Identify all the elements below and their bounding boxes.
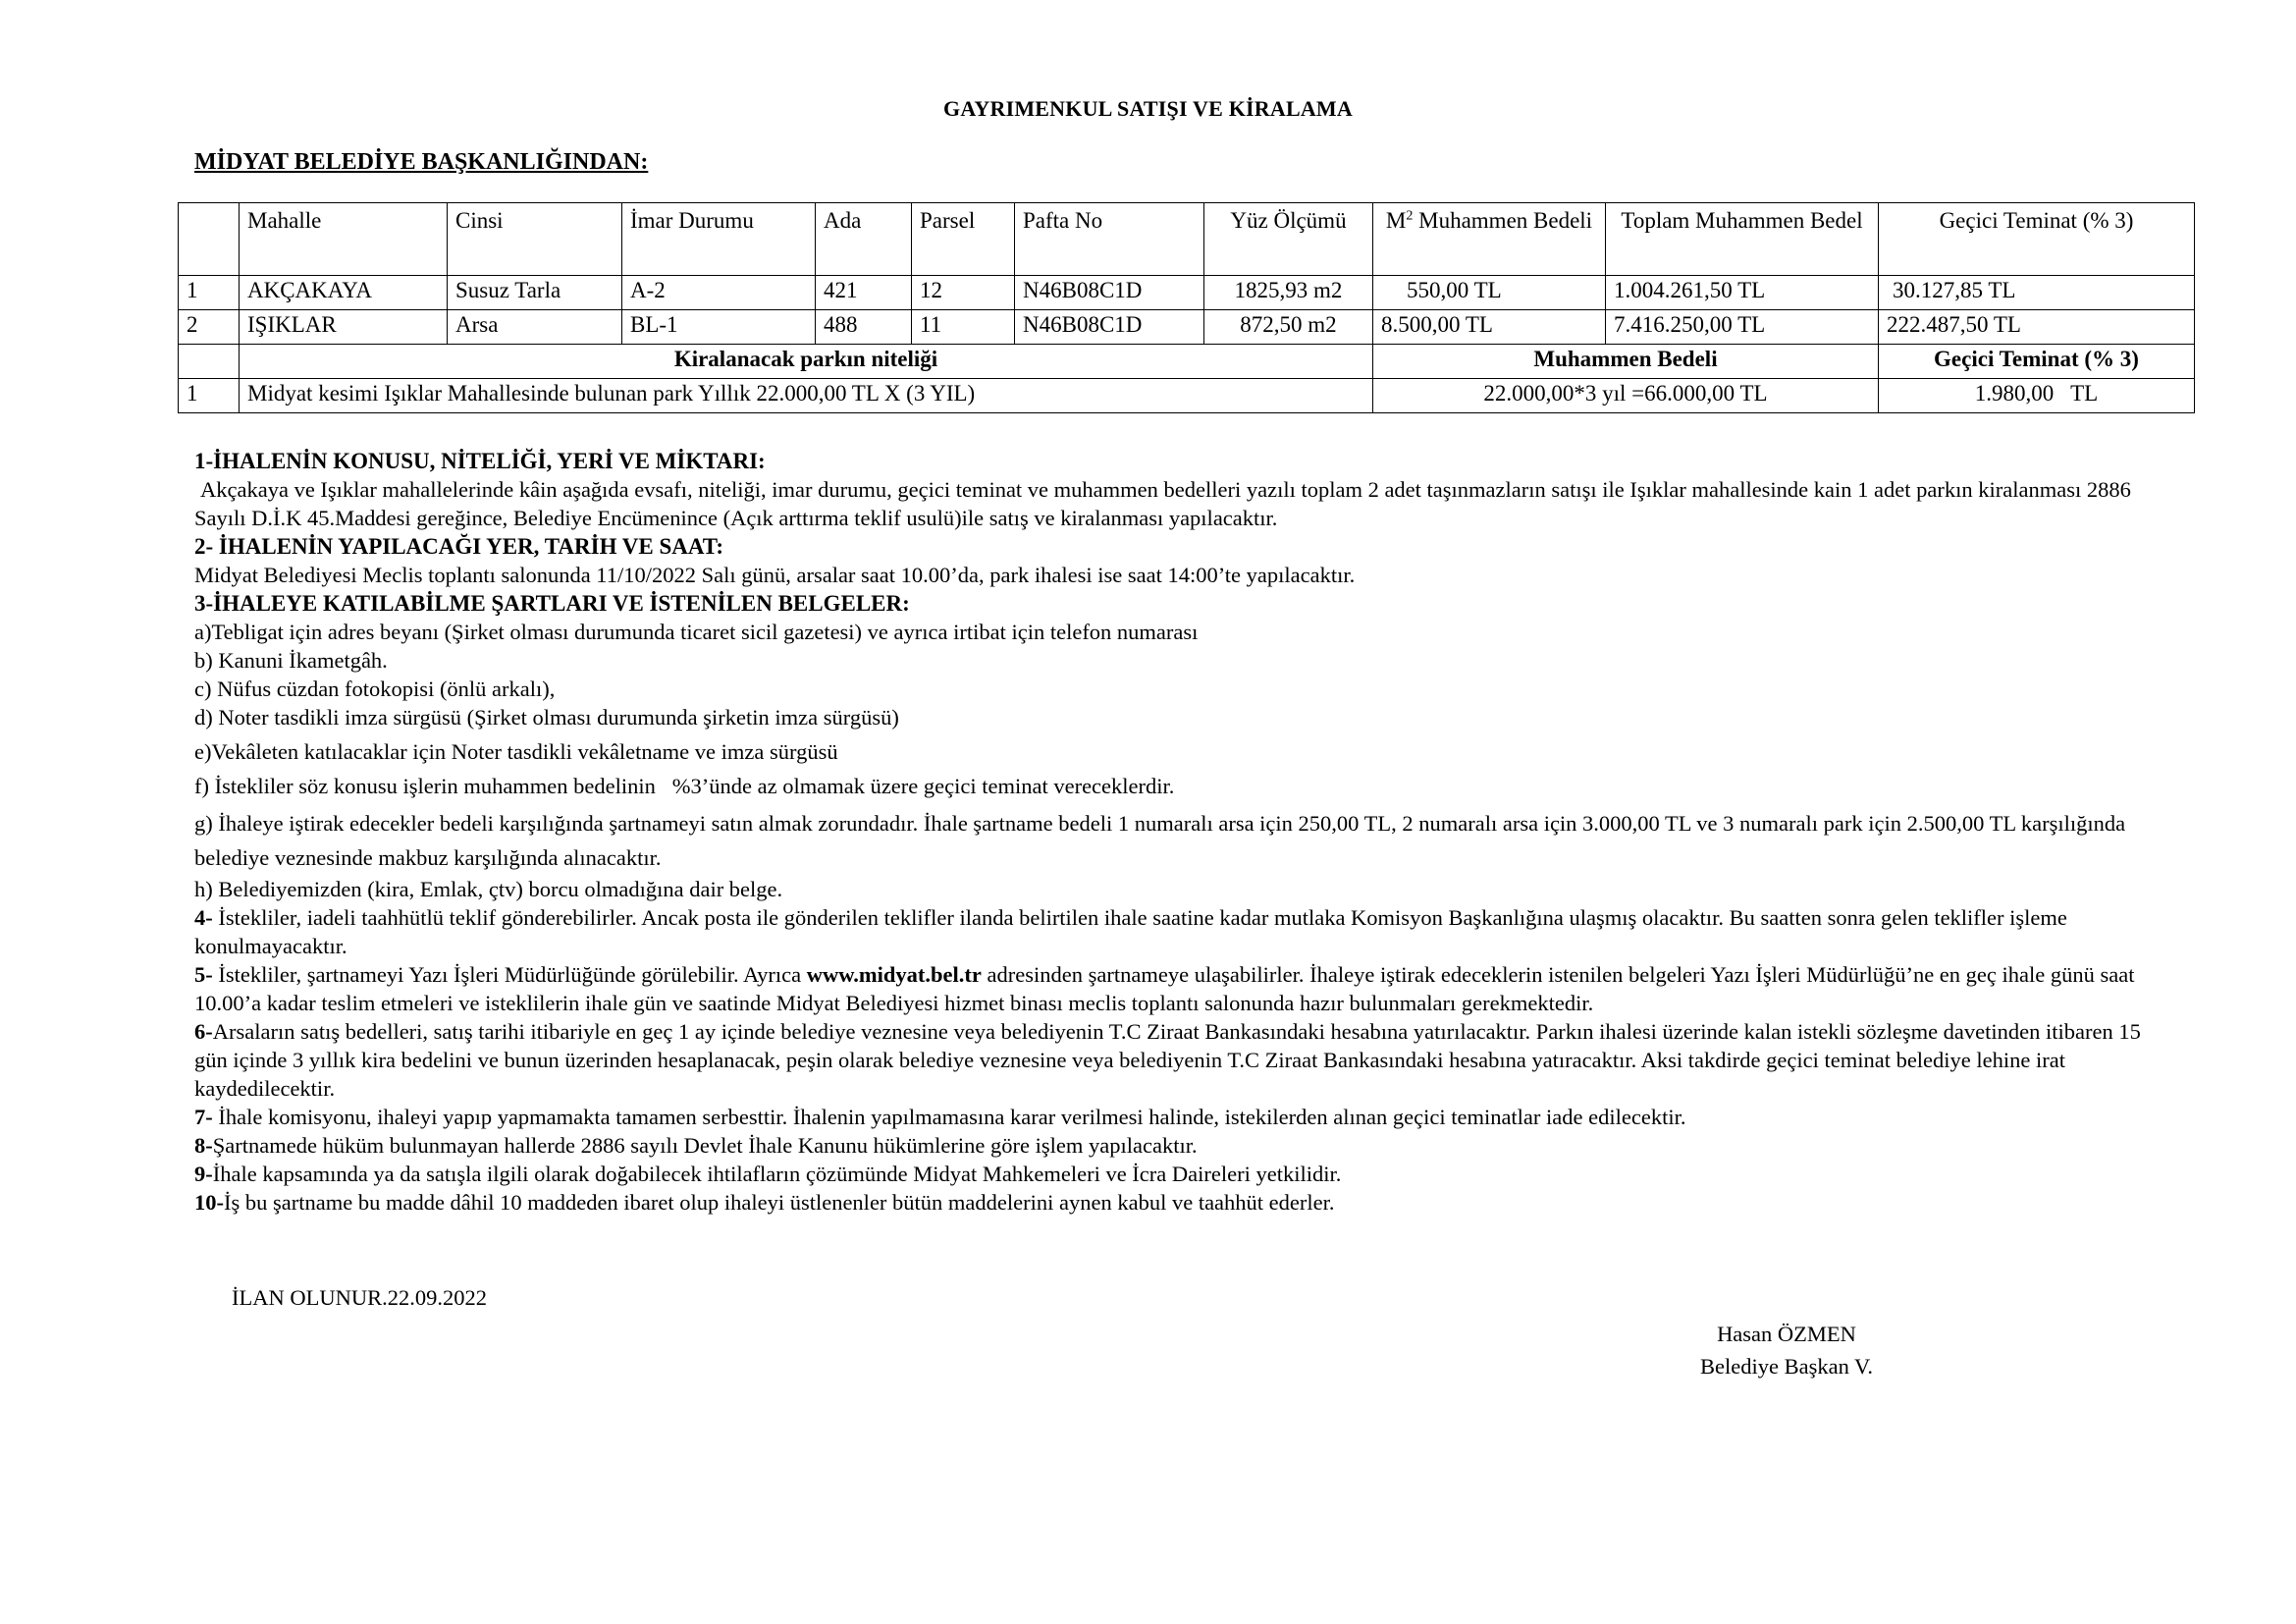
park-header-bedel: Muhammen Bedeli xyxy=(1373,345,1879,379)
section-7 xyxy=(194,1103,2167,1131)
header-mahalle: Mahalle xyxy=(240,203,448,276)
cell-cinsi: Arsa xyxy=(448,310,622,345)
header-ada: Ada xyxy=(816,203,912,276)
cell-yuz-olcumu: 872,50 m2 xyxy=(1204,310,1373,345)
section-2-text: Midyat Belediyesi Meclis toplantı salonunda 11/10/2022 Salı günü, arsalar saat 10.00’da, park ihalesi ise saat 14:00’te yapılacaktır. xyxy=(194,563,1356,587)
park-teminat: 1.980,00 TL xyxy=(1879,379,2195,413)
section-9 xyxy=(194,1160,2167,1188)
section-2-title: 2- İHALENİN YAPILACAĞI YER, TARİH VE SAAT: xyxy=(194,534,724,559)
section-3-item-h: h) Belediyemizden (kira, Emlak, çtv) borcu olmadığına dair belge. xyxy=(194,877,783,901)
section-3-item-e: e)Vekâleten katılacaklar için Noter tasdikli vekâletname ve imza sürgüsü xyxy=(194,739,838,764)
section-3-item-g: g) İhaleye iştirak edecekler bedeli karşılığında şartnameyi satın almak zorundadır. İhale şartname bedeli 1 numaralı arsa için 250,00 TL, 2 numaralı arsa için 3.000,00 TL ve 3 numaralı park için 2.500,00 TL karşılığında belediye veznesinde makbuz karşılığında alınacaktır. xyxy=(194,811,2126,870)
m2-bedel-label: Muhammen Bedeli xyxy=(1418,208,1593,233)
cell-pafta: N46B08C1D xyxy=(1015,310,1204,345)
section-3-item-a: a)Tebligat için adres beyanı (Şirket olması durumunda ticaret sicil gazetesi) ve ayrıca irtibat için telefon numarası xyxy=(194,620,1199,644)
cell-teminat: 30.127,85 TL xyxy=(1879,276,2195,310)
cell-imar: A-2 xyxy=(622,276,816,310)
park-header-teminat: Geçici Teminat (% 3) xyxy=(1879,345,2195,379)
section-7-number: 7- xyxy=(194,1105,213,1129)
signatory-name: Hasan ÖZMEN xyxy=(1717,1322,1856,1346)
park-bedel: 22.000,00*3 yıl =66.000,00 TL xyxy=(1373,379,1879,413)
section-9-text: İhale kapsamında ya da satışla ilgili olarak doğabilecek ihtilafların çözümünde Midyat Mahkemeleri ve İcra Daireleri yetkilidir. xyxy=(212,1162,1342,1186)
cell-mahalle: AKÇAKAYA xyxy=(240,276,448,310)
header-parsel: Parsel xyxy=(912,203,1015,276)
row-number: 1 xyxy=(179,379,240,413)
cell-ada: 488 xyxy=(816,310,912,345)
header-teminat: Geçici Teminat (% 3) xyxy=(1879,203,2195,276)
header-pafta: Pafta No xyxy=(1015,203,1204,276)
cell-toplam-bedel: 1.004.261,50 TL xyxy=(1606,276,1879,310)
section-5-text-b: adresinden şartnameye ulaşabilirler. İhaleye iştirak edeceklerin istenilen belgeleri Yazı İşleri Müdürlüğü’ne en geç ihale günü saat 10.00’a kadar teslim etmeleri ve isteklilerin ihale gün ve saatinde Midyat Belediyesi hizmet binası meclis toplantı salonunda hazır bulunmaları gerekmektedir. xyxy=(194,962,2135,1015)
cell-cinsi: Susuz Tarla xyxy=(448,276,622,310)
section-4-number: 4- xyxy=(194,905,213,930)
m2-superscript: 2 xyxy=(1406,208,1414,224)
section-4 xyxy=(194,903,2167,960)
section-8-number: 8- xyxy=(194,1133,213,1158)
announcement-body xyxy=(194,447,2167,1217)
section-7-text: İhale komisyonu, ihaleyi yapıp yapmamakta tamamen serbesttir. İhalenin yapılmamasına karar verilmesi halinde, istekilerden alınan geçici teminatlar iade edilecektir. xyxy=(212,1105,1686,1129)
section-3-title: 3-İHALEYE KATILABİLME ŞARTLARI VE İSTENİLEN BELGELER: xyxy=(194,591,910,616)
park-niteligi: Midyat kesimi Işıklar Mahallesinde bulunan park Yıllık 22.000,00 TL X (3 YIL) xyxy=(240,379,1373,413)
section-1-text: Akçakaya ve Işıklar mahallelerinde kâin aşağıda evsafı, niteliği, imar durumu, geçici teminat ve muhammen bedelleri yazılı toplam 2 adet taşınmazların satışı ile Işıklar mahallesinde kain 1 adet parkın kiralanması 2886 Sayılı D.İ.K 45.Maddesi gereğince, Belediye Encümenince (Açık arttırma teklif usulü)ile satış ve kiralanması yapılacaktır. xyxy=(194,477,2131,530)
section-8-text: Şartnamede hüküm bulunmayan hallerde 2886 sayılı Devlet İhale Kanunu hükümlerine göre işlem yapılacaktır. xyxy=(212,1133,1198,1158)
section-8 xyxy=(194,1131,2167,1160)
closing-line: İLAN OLUNUR.22.09.2022 xyxy=(232,1285,487,1310)
issuer-heading: MİDYAT BELEDİYE BAŞKANLIĞINDAN: xyxy=(194,149,649,175)
cell-pafta: N46B08C1D xyxy=(1015,276,1204,310)
section-6-number: 6- xyxy=(194,1019,213,1044)
park-header-row xyxy=(179,345,2195,379)
section-3-item-b: b) Kanuni İkametgâh. xyxy=(194,648,388,673)
section-6 xyxy=(194,1017,2167,1103)
table-row xyxy=(179,276,2195,310)
document-title: GAYRIMENKUL SATIŞI VE KİRALAMA xyxy=(943,96,1353,121)
header-m2-bedel xyxy=(1373,203,1606,276)
section-9-number: 9- xyxy=(194,1162,213,1186)
section-6-text: Arsaların satış bedelleri, satış tarihi itibariyle en geç 1 ay içinde belediye veznesine veya belediyenin T.C Ziraat Bankasındaki hesabına yatırılacaktır. Parkın ihalesi üzerinde kalan istekli sözleşme davetinden itibaren 15 gün içinde 3 yıllık kira bedelini ve bunun üzerinden hesaplanacak, peşin olarak belediye veznesine veya belediyenin T.C Ziraat Bankasındaki hesabına yatıracaktır. Aksi takdirde geçici teminat belediye lehine irat kaydedilecektir. xyxy=(194,1019,2141,1101)
section-3-item-f: f) İstekliler söz konusu işlerin muhammen bedelinin %3’ünde az olmamak üzere geçici teminat vereceklerdir. xyxy=(194,774,1175,798)
website-link[interactable]: www.midyat.bel.tr xyxy=(806,962,982,987)
cell-yuz-olcumu: 1825,93 m2 xyxy=(1204,276,1373,310)
section-1-title: 1-İHALENİN KONUSU, NİTELİĞİ, YERİ VE MİKTARI: xyxy=(194,449,766,473)
table-header-row xyxy=(179,203,2195,276)
cell-toplam-bedel: 7.416.250,00 TL xyxy=(1606,310,1879,345)
cell-ada: 421 xyxy=(816,276,912,310)
header-yuz-olcumu: Yüz Ölçümü xyxy=(1204,203,1373,276)
cell-mahalle: IŞIKLAR xyxy=(240,310,448,345)
park-header-niteligi: Kiralanacak parkın niteliği xyxy=(240,345,1373,379)
section-10 xyxy=(194,1188,2167,1217)
section-3-item-d: d) Noter tasdikli imza sürgüsü (Şirket olması durumunda şirketin imza sürgüsü) xyxy=(194,705,899,730)
section-3-item-c: c) Nüfus cüzdan fotokopisi (önlü arkalı), xyxy=(194,677,556,701)
header-cinsi: Cinsi xyxy=(448,203,622,276)
cell-parsel: 11 xyxy=(912,310,1015,345)
section-5-number: 5- xyxy=(194,962,213,987)
cell-imar: BL-1 xyxy=(622,310,816,345)
row-number: 2 xyxy=(179,310,240,345)
row-number: 1 xyxy=(179,276,240,310)
property-table xyxy=(178,202,2195,413)
section-5 xyxy=(194,960,2167,1017)
header-cell xyxy=(179,203,240,276)
cell-parsel: 12 xyxy=(912,276,1015,310)
signature-block xyxy=(1669,1318,1904,1382)
section-5-text-a: İstekliler, şartnameyi Yazı İşleri Müdürlüğünde görülebilir. Ayrıca xyxy=(212,962,807,987)
section-4-text: İstekliler, iadeli taahhütlü teklif gönderebilirler. Ancak posta ile gönderilen teklifler ilanda belirtilen ihale saatine kadar mutlaka Komisyon Başkanlığına ulaşmış olacaktır. Bu saatten sonra gelen teklifler işleme konulmayacaktır. xyxy=(194,905,2067,958)
park-row xyxy=(179,379,2195,413)
signatory-role: Belediye Başkan V. xyxy=(1699,1354,1874,1379)
header-toplam-bedel: Toplam Muhammen Bedel xyxy=(1606,203,1879,276)
section-10-text: İş bu şartname bu madde dâhil 10 maddeden ibaret olup ihaleyi üstlenenler bütün maddelerini aynen kabul ve taahhüt ederler. xyxy=(224,1190,1335,1215)
table-row xyxy=(179,310,2195,345)
park-header-empty xyxy=(179,345,240,379)
header-imar: İmar Durumu xyxy=(622,203,816,276)
cell-m2-bedel: 550,00 TL xyxy=(1373,276,1606,310)
cell-teminat: 222.487,50 TL xyxy=(1879,310,2195,345)
section-10-number: 10- xyxy=(194,1190,224,1215)
cell-m2-bedel: 8.500,00 TL xyxy=(1373,310,1606,345)
m2-prefix: M xyxy=(1385,208,1407,233)
